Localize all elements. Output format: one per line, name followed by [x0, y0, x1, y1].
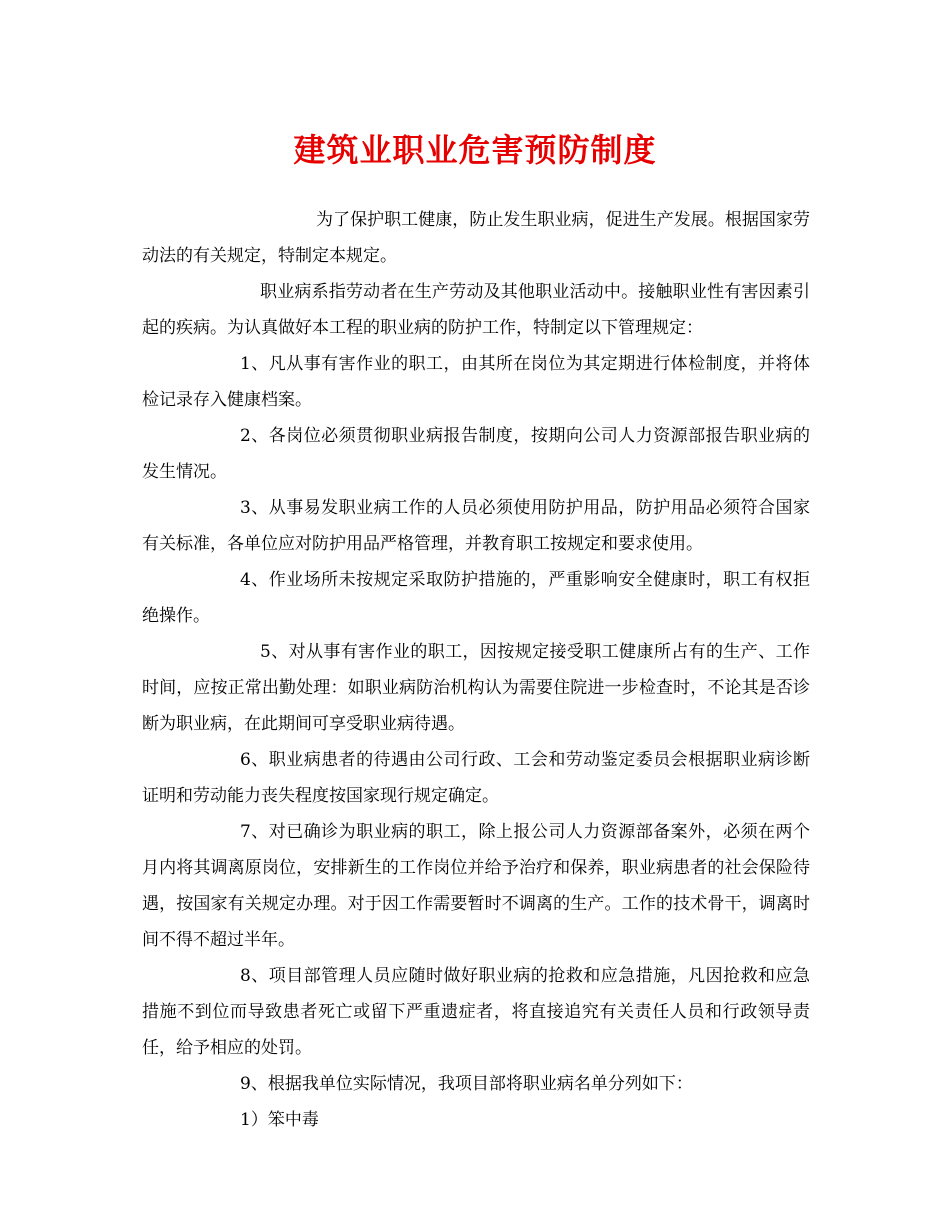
list-item-1: 1）笨中毒 [240, 1110, 319, 1130]
paragraph-rule-4: 4、作业场所未按规定采取防护措施的，严重影响安全健康时，职工有权拒绝操作。 [142, 570, 810, 626]
document-body [142, 202, 810, 1138]
paragraph-rule-2: 2、各岗位必须贯彻职业病报告制度，按期向公司人力资源部报告职业病的发生情况。 [142, 426, 810, 482]
paragraph-rule-6: 6、职业病患者的待遇由公司行政、工会和劳动鉴定委员会根据职业病诊断证明和劳动能力丧失程度按国家现行规定确定。 [142, 750, 810, 806]
paragraph-definition: 职业病系指劳动者在生产劳动及其他职业活动中。接触职业性有害因素引起的疾病。为认真做好本工程的职业病的防护工作，特制定以下管理规定： [142, 282, 810, 338]
paragraph-rule-9: 9、根据我单位实际情况，我项目部将职业病名单分列如下： [240, 1074, 693, 1094]
paragraph-rule-7: 7、对已确诊为职业病的职工，除上报公司人力资源部备案外，必须在两个月内将其调离原岗位，安排新生的工作岗位并给予治疗和保养，职业病患者的社会保险待遇，按国家有关规定办理。对于因工作需要暂时不调离的生产。工作的技术骨干，调离时间不得不超过半年。 [142, 822, 810, 950]
paragraph-rule-1: 1、凡从事有害作业的职工，由其所在岗位为其定期进行体检制度，并将体检记录存入健康档案。 [142, 354, 810, 410]
paragraph-rule-8: 8、项目部管理人员应随时做好职业病的抢救和应急措施，凡因抢救和应急措施不到位而导致患者死亡或留下严重遗症者，将直接追究有关责任人员和行政领导责任，给予相应的处罚。 [142, 966, 810, 1058]
paragraph-intro: 为了保护职工健康，防止发生职业病，促进生产发展。根据国家劳动法的有关规定，特制定本规定。 [142, 210, 810, 266]
paragraph-rule-5: 5、对从事有害作业的职工，因按规定接受职工健康所占有的生产、工作时间，应按正常出勤处理：如职业病防治机构认为需要住院进一步检查时，不论其是否诊断为职业病，在此期间可享受职业病待遇。 [142, 642, 810, 734]
paragraph-rule-3: 3、从事易发职业病工作的人员必须使用防护用品，防护用品必须符合国家有关标准，各单位应对防护用品严格管理，并教育职工按规定和要求使用。 [142, 498, 810, 554]
document-title: 建筑业职业危害预防制度 [293, 131, 657, 169]
